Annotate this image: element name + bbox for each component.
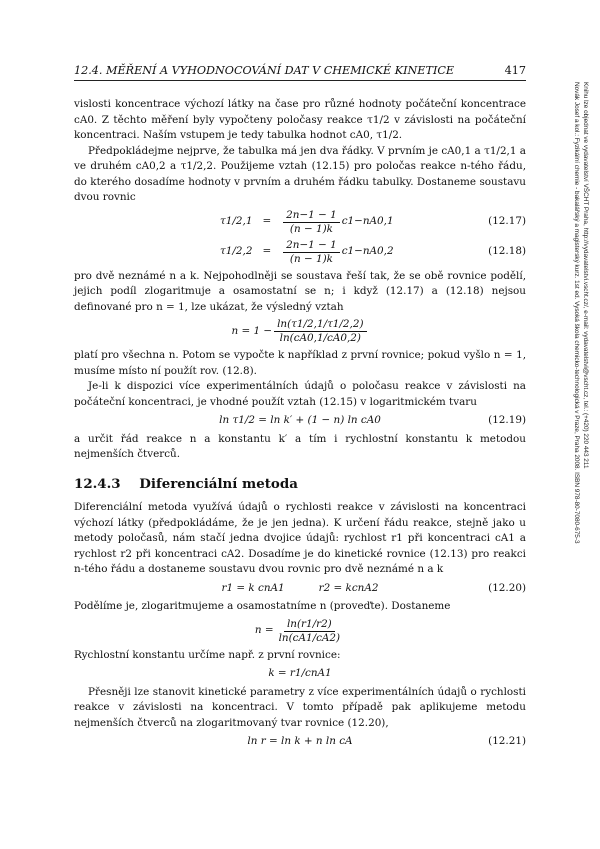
sidebar-line-1: Novák Josef a kol.: Fyzikální chemie - bakalářský a magisterský kurz. 1st ed. Vysoká škola chemicko-technologická v Praze, Praha 2008. ISBN 978-80-7080-675-3 bbox=[573, 82, 580, 544]
eq1-denominator: (n − 1)k bbox=[289, 222, 333, 235]
eq2-numerator: 2n−1 − 1 bbox=[283, 239, 340, 253]
equation-12-17: τ1/2,1 = $\frac{2n-1 - 1}{(n - 1)k}$ c1−nA0,1 (12.17) bbox=[74, 209, 526, 236]
section-title: Diferenciální metoda bbox=[139, 475, 298, 492]
eq3-lhs: n = 1 − bbox=[231, 324, 273, 337]
section-number: 12.4.3 bbox=[74, 475, 121, 492]
equation-12-20 bbox=[74, 581, 526, 597]
eq6-lhs: n = bbox=[254, 624, 274, 637]
eq4-number: (12.19) bbox=[488, 414, 526, 426]
paragraph-4: platí pro všechna n. Potom se vypočte k například z první rovnice; pokud vyšlo n = 1, musíme místo ní použít rov. (12.8). bbox=[74, 349, 526, 377]
equation-k bbox=[74, 666, 526, 682]
eq6-denominator: ln(cA1/cA2) bbox=[278, 631, 341, 644]
eq1-rhs: c1−nA0,1 bbox=[341, 215, 394, 228]
equation-12-19 bbox=[74, 413, 526, 429]
paragraph-10: Přesněji lze stanovit kinetické parametry z více experimentálních údajů o rychlosti reakce v závislosti na koncentraci. V tomto případě pak aplikujeme metodu nejmenších čtverců na zlogaritmovaný tvar rovnice (12.20), bbox=[74, 685, 526, 729]
paragraph-2: Předpokládejme nejprve, že tabulka má jen dva řádky. V prvním je cA0,1 a τ1/2,1 a ve druhém cA0,2 a τ1/2,2. Použijeme vztah (12.15) pro poločas reakce n-tého řádu, do kterého dosadíme hodnoty v prvním a druhém řádku tabulky. Dostaneme soustavu dvou rovnic bbox=[74, 144, 526, 203]
equation-n-rates bbox=[74, 618, 526, 645]
paragraph-8: Podělíme je, zlogaritmujeme a osamostatníme n (proveďte). Dostaneme bbox=[74, 600, 451, 612]
eq6-fraction bbox=[276, 618, 344, 645]
eq2-rhs: c1−nA0,2 bbox=[341, 245, 394, 258]
paragraph-5: Je-li k dispozici více experimentálních údajů o poločasu reakce v závislosti na počáteční koncentraci, je vhodné použít vztah (12.15) v logaritmickém tvaru bbox=[74, 380, 526, 408]
sidebar-line-2: Knihu lze objednat ve vydavatelství VŠCHT Praha, http://vydavatelstvi.vscht.cz/, e-mail: vydavatelstvi@vscht.cz, tel.: (+420) 220 443 211 bbox=[582, 82, 589, 469]
eq4-text: ln τ1/2 = ln k′ + (1 − n) ln cA0 bbox=[219, 414, 381, 426]
eq5-number: (12.20) bbox=[488, 581, 526, 594]
eq1-fraction bbox=[283, 209, 340, 236]
equation-12-18: τ1/2,2 = $\frac{2n-1 - 1}{(n - 1)k}$ c1−nA0,2 (12.18) bbox=[74, 239, 526, 266]
eq1-numerator: 2n−1 − 1 bbox=[283, 209, 340, 223]
eq3-denominator: ln(cA0,1/cA0,2) bbox=[279, 332, 361, 344]
eq7-text: k = r1/cnA1 bbox=[268, 667, 332, 679]
eq5-b: r2 = kcnA2 bbox=[318, 581, 379, 594]
paragraph-6: a určit řád reakce n a konstantu k′ a tím i rychlostní konstantu k metodou nejmenších čtverců. bbox=[74, 432, 526, 460]
eq5-a: r1 = k cnA1 bbox=[221, 581, 285, 594]
eq2-fraction bbox=[283, 239, 340, 266]
header-section-title: 12.4. MĚŘENÍ A VYHODNOCOVÁNÍ DAT V CHEMICKÉ KINETICE bbox=[74, 64, 455, 77]
eq2-lhs: τ1/2,2 bbox=[220, 245, 253, 258]
eq8-number: (12.21) bbox=[488, 735, 526, 747]
eq2-number: (12.18) bbox=[488, 245, 526, 258]
eq6-numerator: ln(r1/r2) bbox=[284, 618, 335, 632]
paragraph-1: vislosti koncentrace výchozí látky na čase pro různé hodnoty počáteční koncentrace cA0. Z těchto měření byly vypočteny poločasy reakce τ1/2 v závislosti na počáteční koncentraci. Naším vstupem je tedy tabulka hodnot cA0, τ1/2. bbox=[74, 98, 526, 141]
sidebar-copyright bbox=[568, 80, 598, 780]
eq1-number: (12.17) bbox=[488, 215, 526, 228]
paragraph-9: Rychlostní konstantu určíme např. z první rovnice: bbox=[74, 648, 341, 661]
page-number: 417 bbox=[504, 64, 526, 77]
paragraph-7: Diferenciální metoda využívá údajů o rychlosti reakce v závislosti na koncentraci výchozí látky (předpokládáme, že je jen jedna). K určení řádu reakce, stejně jako u metody poločasů, nám stačí jedna dvojice údajů: rychlost r1 při koncentraci cA1 a rychlost r2 při koncentraci cA2. Dosadíme je do kinetické rovnice (12.13) pro reakci n-tého řádu a dostaneme soustavu dvou rovnic pro dvě neznámé n a k bbox=[74, 501, 526, 575]
page-body bbox=[74, 97, 526, 753]
equation-n-halflife bbox=[74, 318, 526, 345]
eq2-denominator: (n − 1)k bbox=[289, 252, 333, 265]
eq1-lhs: τ1/2,1 bbox=[220, 215, 253, 228]
header-rule bbox=[74, 80, 526, 81]
eq3-numerator: ln(τ1/2,1/τ1/2,2) bbox=[274, 318, 366, 332]
equation-12-21 bbox=[74, 734, 526, 750]
running-header bbox=[74, 64, 526, 77]
eq3-fraction bbox=[274, 318, 366, 345]
eq8-text: ln r = ln k + n ln cA bbox=[247, 735, 353, 747]
paragraph-3: pro dvě neznámé n a k. Nejpohodlněji se soustava řeší tak, že se obě rovnice podělí, jejich podíl zlogaritmuje a osamostatní se n; i když (12.17) a (12.18) nejsou definované pro n = 1, lze ukázat, že výsledný vztah bbox=[74, 269, 526, 313]
section-heading bbox=[74, 477, 526, 493]
